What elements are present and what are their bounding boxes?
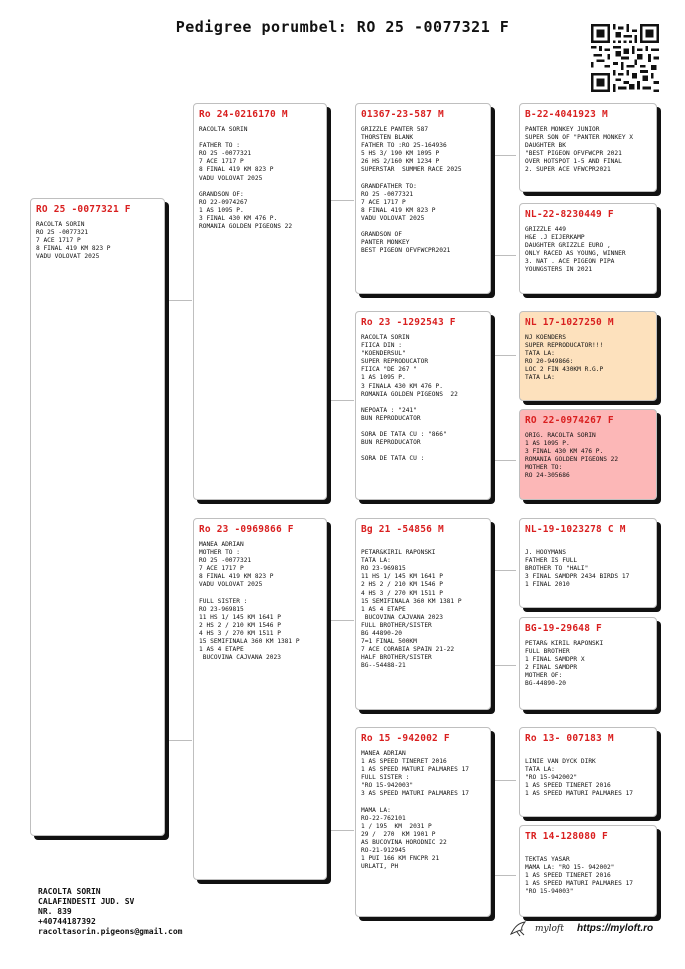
connector-line (492, 780, 516, 781)
card-line: ONLY RACED AS YOUNG, WINNER (525, 250, 626, 258)
card-line: 29 / 270 KM 1901 P (361, 830, 436, 838)
card-line: AS BUCOVINA HORODNIC 22 (361, 839, 447, 847)
card-line: 5 HS 3/ 190 KM 1095 P (361, 150, 440, 158)
card-line: ROMANIA GOLDEN PIGEONS 22 (199, 223, 293, 231)
card-line: 15 SEMIFINALA 360 KM 1381 P (199, 638, 300, 646)
card-line: 1 AS 4 ETAPE (199, 646, 244, 654)
card-lines (525, 750, 650, 799)
card-line: 8 FINAL 419 KM 823 P (199, 166, 274, 174)
card-line: RO 23-969815 (361, 565, 406, 573)
card-line: 1 AS SPEED TINERET 2016 (525, 782, 611, 790)
card-line: 3 AS SPEED MATURI PALMARES 17 (361, 790, 470, 798)
card-line: SUPER REPRODUCATOR (361, 358, 429, 366)
pedigree-card-sire-sire[interactable] (355, 103, 491, 294)
card-line: LINIE VAN DYCK DIRK (525, 758, 596, 766)
card-line: BUN REPRODUCATOR (361, 439, 421, 447)
card-line (199, 183, 320, 191)
website-link[interactable]: https://myloft.ro (577, 923, 654, 934)
connector-line (166, 300, 192, 301)
pedigree-card-dds[interactable] (519, 727, 657, 817)
card-line: VADU VOLOVAT 2025 (199, 581, 263, 589)
card-line: MOTHER TO: (525, 464, 563, 472)
connector-line (492, 665, 516, 666)
card-line: FATHER IS FULL (525, 557, 578, 565)
card-lines (199, 126, 320, 231)
card-line (199, 590, 320, 598)
ring-number: RO 22-0974267 F (525, 415, 614, 426)
connector-line (166, 300, 178, 740)
connector-line (492, 155, 516, 156)
myloft-logo (509, 920, 564, 938)
card-line: MANEA ADRIAN (361, 750, 406, 757)
card-line: 7 ACE 1717 P (361, 198, 406, 206)
card-line: ORIG. RACOLTA SORIN (525, 432, 596, 439)
card-line: FULL SISTER : (199, 597, 248, 605)
card-line: SUPER SON OF "PANTER MONKEY X (525, 134, 634, 142)
card-line: 1 / 195 KM 2031 P (361, 822, 432, 830)
card-line: 4 HS 3 / 270 KM 1511 P (361, 589, 443, 597)
ring-number: NL 17-1027250 M (525, 317, 614, 328)
connector-line (492, 460, 516, 461)
card-line: LOC 2 FIN 430KM R.G.P (525, 366, 604, 374)
card-line: 15 SEMIFINALA 360 KM 1381 P (361, 597, 462, 605)
connector-line (492, 355, 502, 460)
ring-number: RO 25 -0077321 F (36, 204, 131, 215)
card-line: 1 AS 1095 P. (361, 374, 406, 382)
card-line: GRIZZLE PANTER 587 (361, 126, 429, 133)
page-title: Pedigree porumbel: RO 25 -0077321 F (175, 18, 510, 36)
card-line (361, 399, 484, 407)
card-line (361, 447, 484, 455)
card-line: RO 25 -0077321 (361, 190, 414, 198)
card-line: 3 FINAL SAMDPR 2434 BIRDS 17 (525, 573, 630, 581)
card-line: 2 FINAL SAMDPR (525, 664, 578, 672)
card-line: ROMANIA GOLDEN PIGEONS 22 (361, 390, 458, 398)
connector-line (328, 620, 340, 830)
connector-line (328, 200, 340, 400)
card-line: TEKTAS YASAR (525, 856, 570, 864)
card-line: 1 AS 1095 P. (199, 206, 244, 214)
connector-line (328, 830, 354, 831)
pedigree-card-dam[interactable] (193, 518, 327, 880)
card-line: 1 AS SPEED TINERET 2016 (525, 872, 611, 880)
card-line: FULL SISTER : (361, 774, 410, 782)
card-line: BROTHER TO "HALI" (525, 565, 589, 573)
qr-code-icon (591, 24, 659, 92)
owner-contact (38, 887, 183, 937)
card-line: BG--54488-21 (361, 662, 406, 670)
card-lines (525, 226, 650, 275)
card-line: 8 FINAL 419 KM 823 P (36, 245, 111, 253)
card-line: 1 AS 1095 P. (525, 440, 570, 448)
card-line: TATA LA: (525, 374, 555, 382)
card-line: RO-22-762101 (361, 814, 406, 822)
connector-line (492, 570, 502, 665)
card-line: FATHER TO : (199, 142, 240, 150)
pigeon-icon (509, 920, 531, 938)
ring-number: Ro 23 -1292543 F (361, 317, 456, 328)
card-line: 26 HS 2/160 KM 1234 P (361, 158, 440, 166)
card-line: 7 ACE 1717 P (199, 158, 244, 166)
card-line (525, 848, 650, 856)
card-line: 2 HS 2 / 210 KM 1546 P (361, 581, 443, 589)
card-line: "KOENDERSUL" (361, 350, 406, 358)
card-line: MAMA LA: (361, 806, 391, 814)
card-line: THORSTEN BLANK (361, 134, 414, 142)
card-line (361, 423, 484, 431)
card-line: OVER HOTSPOT 1-5 AND FINAL (525, 158, 622, 166)
card-line: TATA LA: (525, 766, 555, 774)
owner-address: CALAFINDESTI JUD. SV (38, 897, 135, 906)
card-line: "RO 15-942003" (361, 782, 414, 790)
connector-line (328, 620, 354, 621)
card-line: BUCOVINA CAJVANA 2023 (361, 613, 443, 621)
card-line: GRANDFATHER TO: (361, 182, 417, 190)
owner-phone[interactable]: +40744187392 (38, 917, 96, 926)
card-line: SUPERSTAR SUMMER RACE 2025 (361, 166, 462, 174)
card-line: 2. SUPER ACE VFWCPR2021 (525, 166, 611, 174)
card-line: 7=1 FINAL 500KM (361, 638, 417, 646)
card-line: FIICA DIN : (361, 342, 402, 350)
card-line: GRANDSON OF: (199, 190, 244, 198)
card-line: SUPER REPRODUCATOR!!! (525, 342, 604, 350)
card-line: 7 ACE 1717 P (199, 565, 244, 573)
card-lines (525, 126, 650, 175)
card-lines (525, 541, 650, 590)
pedigree-card-ddd[interactable] (519, 825, 657, 917)
card-lines (361, 126, 484, 256)
card-line: MOTHER OF: (525, 672, 563, 680)
ring-number: 01367-23-587 M (361, 109, 444, 120)
pedigree-card-dam-sire[interactable] (355, 518, 491, 710)
connector-line (492, 355, 516, 356)
card-line: RO 25 -0077321 (199, 150, 252, 158)
card-line: 2 HS 2 / 210 KM 1546 P (199, 621, 281, 629)
ring-number: Ro 15 -942002 F (361, 733, 450, 744)
connector-line (492, 780, 502, 875)
card-line: FULL BROTHER (525, 648, 570, 656)
ring-number: NL-22-8230449 F (525, 209, 614, 220)
ring-number: Ro 24-0216170 M (199, 109, 288, 120)
card-line: RO 25 -0077321 (36, 229, 89, 237)
pedigree-card-sss[interactable] (519, 103, 657, 192)
card-line: "BEST PIGEON OFVFWCPR 2021 (525, 150, 622, 158)
pedigree-card-sds[interactable] (519, 311, 657, 401)
card-line: 3. NAT . ACE PIGEON PIPA (525, 258, 615, 266)
card-line: HALF BROTHER/SISTER (361, 654, 432, 662)
pedigree-card-main[interactable] (30, 198, 165, 836)
card-line: 3 FINAL 430 KM 476 P. (199, 215, 278, 223)
card-line (199, 134, 320, 142)
card-line: URLATI, PH (361, 863, 399, 871)
connector-line (328, 400, 354, 401)
pedigree-card-dam-dam[interactable] (355, 727, 491, 917)
card-line: NEPOATA : "241" (361, 406, 417, 414)
card-lines (525, 432, 650, 481)
card-line: J. HOOYMANS (525, 549, 566, 557)
card-line: PANTER MONKEY (361, 239, 410, 247)
pedigree-card-sire[interactable] (193, 103, 327, 500)
ring-number: NL-19-1023278 C M (525, 524, 626, 535)
card-line: H&E .J EIJERKAMP (525, 234, 585, 242)
card-line: 7 ACE 1717 P (36, 237, 81, 245)
card-line: RO 24-305686 (525, 472, 570, 480)
card-line: SORA DE TATA CU : (361, 455, 425, 463)
card-line: 1 AS SPEED MATURI PALMARES 17 (525, 790, 634, 798)
card-line: BEST PIGEON OFVFWCPR2021 (361, 247, 451, 255)
card-line: 3 FINAL 430 KM 476 P. (525, 448, 604, 456)
card-line: BUCOVINA CAJVANA 2023 (199, 654, 281, 662)
card-line: "RO 15-94003" (525, 888, 574, 896)
card-lines (525, 640, 650, 689)
card-line: DAUGHTER BK (525, 142, 566, 150)
card-line: VADU VOLOVAT 2025 (199, 174, 263, 182)
card-line: BG-44890-20 (525, 680, 566, 688)
card-line: 1 AS SPEED MATURI PALMARES 17 (525, 880, 634, 888)
pedigree-card-dsd[interactable] (519, 617, 657, 710)
card-line: PETAR& KIRIL RAPONSKI (525, 640, 604, 647)
card-lines (199, 541, 320, 662)
connector-line (328, 200, 354, 201)
card-line: VADU VOLOVAT 2025 (361, 215, 425, 223)
card-line: RO-21-912945 (361, 847, 406, 855)
brand-name: myloft (535, 924, 564, 934)
card-line: 4 HS 3 / 270 KM 1511 P (199, 630, 281, 638)
card-line: 1 FINAL SAMDPR X (525, 656, 585, 664)
connector-line (166, 740, 192, 741)
card-line: "RO 15-942002" (525, 774, 578, 782)
connector-line (492, 155, 502, 255)
card-line (525, 750, 650, 758)
card-line: MANEA ADRIAN (199, 541, 244, 548)
card-line: 7 ACE CORABIA SPAIN 21-22 (361, 646, 455, 654)
card-line (361, 799, 484, 807)
card-line: VADU VOLOVAT 2025 (36, 253, 100, 261)
card-line: RO 20-949866: (525, 358, 574, 366)
card-line: BG 44890-20 (361, 630, 402, 638)
owner-name: RACOLTA SORIN (38, 887, 101, 896)
card-line: BUN REPRODUCATOR (361, 414, 421, 422)
card-line: MOTHER TO : (199, 549, 240, 557)
owner-number: NR. 839 (38, 907, 72, 916)
card-lines (361, 334, 484, 464)
connector-line (492, 875, 516, 876)
card-line: 3 FINALA 430 KM 476 P. (361, 382, 443, 390)
card-line: TATA LA: (525, 350, 555, 358)
card-line (525, 541, 650, 549)
card-line: 11 HS 1/ 145 KM 1641 P (361, 573, 443, 581)
card-line: FULL BROTHER/SISTER (361, 621, 432, 629)
card-line: ROMANIA GOLDEN PIGEONS 22 (525, 456, 619, 464)
card-line: DAUGHTER GRIZZLE EURO , (525, 242, 611, 250)
card-lines (36, 221, 158, 261)
ring-number: BG-19-29648 F (525, 623, 602, 634)
card-line: RO 22-0974267 (199, 198, 248, 206)
owner-email[interactable]: racoltasorin.pigeons@gmail.com (38, 927, 183, 936)
card-line: PANTER MONKEY JUNIOR (525, 126, 600, 133)
card-line: NJ KOENDERS (525, 334, 566, 341)
card-line: 8 FINAL 419 KM 823 P (361, 206, 436, 214)
card-line: SORA DE TATA CU : "866" (361, 431, 447, 439)
card-line: 1 PUI 166 KM FNCPR 21 (361, 855, 440, 863)
card-lines (525, 848, 650, 897)
card-line: TATA LA: (361, 557, 391, 565)
card-line: RO 25 -0077321 (199, 557, 252, 565)
pedigree-card-sire-dam[interactable] (355, 311, 491, 500)
card-line: 1 AS SPEED MATURI PALMARES 17 (361, 766, 470, 774)
card-line (361, 175, 484, 183)
pedigree-card-sdd[interactable] (519, 409, 657, 500)
ring-number: TR 14-128080 F (525, 831, 608, 842)
card-line: GRANDSON OF (361, 231, 402, 239)
card-line: 1 AS 4 ETAPE (361, 605, 406, 613)
card-line: 1 AS SPEED TINERET 2016 (361, 758, 447, 766)
card-line: FIICA "DE 267 " (361, 366, 417, 374)
card-line (361, 223, 484, 231)
card-line: 1 FINAL 2010 (525, 581, 570, 589)
ring-number: Bg 21 -54856 M (361, 524, 444, 535)
card-line: RACOLTA SORIN (199, 126, 248, 133)
card-lines (361, 541, 484, 671)
card-line: 11 HS 1/ 145 KM 1641 P (199, 613, 281, 621)
card-line: GRIZZLE 449 (525, 226, 566, 233)
card-line: MAMA LA: "RO 15- 942002" (525, 864, 615, 872)
ring-number: Ro 23 -0969866 F (199, 524, 294, 535)
card-lines (525, 334, 650, 383)
ring-number: Ro 13- 007183 M (525, 733, 614, 744)
pedigree-card-dss[interactable] (519, 518, 657, 608)
card-line: PETAR&KIRIL RAPONSKI (361, 549, 436, 557)
card-line: RACOLTA SORIN (361, 334, 410, 341)
card-line: RO 23-969815 (199, 605, 244, 613)
pedigree-card-ssd[interactable] (519, 203, 657, 294)
card-lines (361, 750, 484, 871)
card-line: 8 FINAL 419 KM 823 P (199, 573, 274, 581)
card-line (361, 541, 484, 549)
connector-line (492, 255, 516, 256)
card-line: RACOLTA SORIN (36, 221, 85, 228)
connector-line (492, 570, 516, 571)
card-line: FATHER TO :RO 25-164936 (361, 142, 447, 150)
ring-number: B-22-4041923 M (525, 109, 608, 120)
card-line: YOUNGSTERS IN 2021 (525, 266, 593, 274)
